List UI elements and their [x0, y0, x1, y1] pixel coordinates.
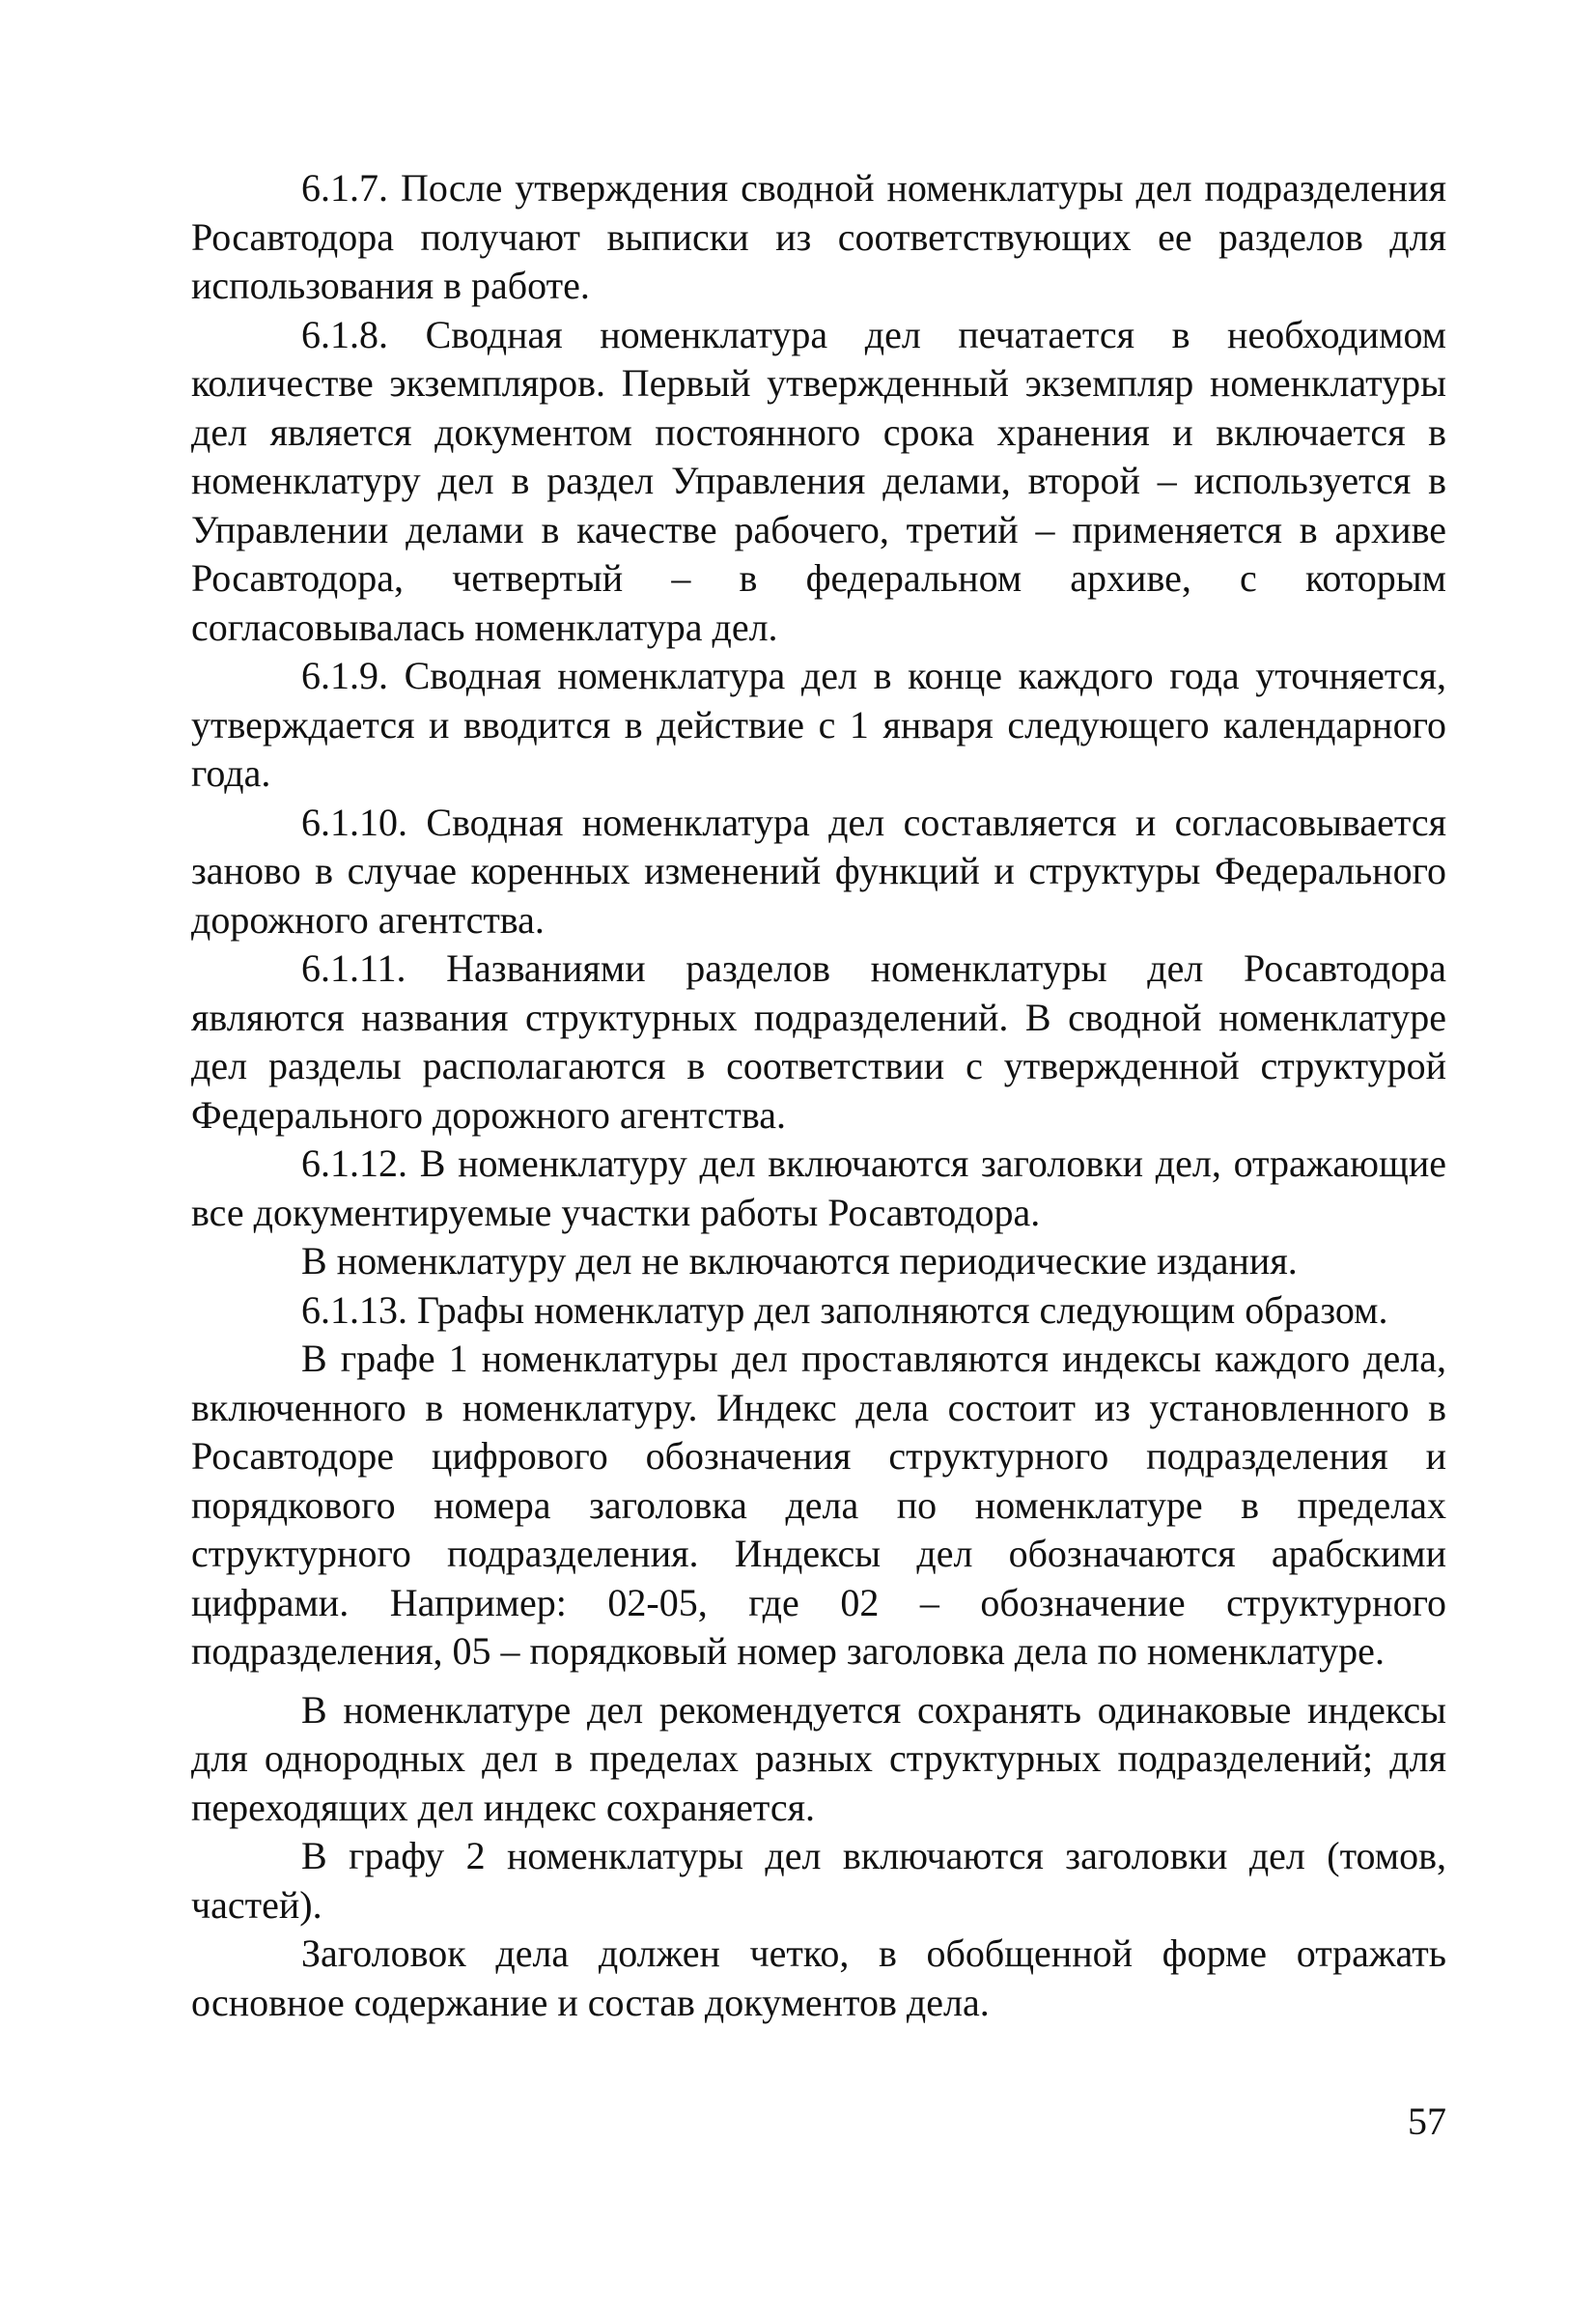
paragraph-6-1-9: 6.1.9. Сводная номенклатура дел в конце каждого года уточняется, утверждается и вводится в действие с 1 января следующего календарного года. — [191, 654, 1446, 795]
page-number: 57 — [1408, 2100, 1446, 2143]
paragraph-uniform-indexes: В номенклатуре дел рекомендуется сохранять одинаковые индексы для однородных дел в пределах разных структурных подразделений; для переходящих дел индекс сохраняется. — [191, 1687, 1446, 1829]
paragraph-column-2: В графу 2 номенклатуры дел включаются заголовки дел (томов, частей). — [191, 1834, 1446, 1927]
page-body — [191, 164, 1446, 2027]
paragraph-column-1: В графе 1 номенклатуры дел проставляются индексы каждого дела, включенного в номенклатуру. Индекс дела состоит из установленного в Росавтодоре цифрового обозначения структурного подразделения и порядкового номера заголовка дела по номенклатуре в пределах структурного подразделения. Индексы дел обозначаются арабскими цифрами. Например: 02-05, где 02 – обозначение структурного подразделения, 05 – порядковый номер заголовка дела по номенклатуре. — [191, 1337, 1446, 1673]
paragraph-6-1-12: 6.1.12. В номенклатуру дел включаются заголовки дел, отражающие все документируемые участки работы Росавтодора. — [191, 1141, 1446, 1234]
paragraph-6-1-10: 6.1.10. Сводная номенклатура дел составляется и согласовывается заново в случае коренных изменений функций и структуры Федерального дорожного агентства. — [191, 800, 1446, 942]
paragraph-6-1-8: 6.1.8. Сводная номенклатура дел печатается в необходимом количестве экземпляров. Первый утвержденный экземпляр номенклатуры дел является документом постоянного срока хранения и включается в номенклатуру дел в раздел Управления делами, второй – используется в Управлении делами в качестве рабочего, третий – применяется в архиве Росавтодора, четвертый – в федеральном архиве, с которым согласовывалась номенклатура дел. — [191, 312, 1446, 649]
paragraph-6-1-13: 6.1.13. Графы номенклатур дел заполняются следующим образом. — [301, 1287, 1388, 1332]
paragraph-case-title: Заголовок дела должен четко, в обобщенной форме отражать основное содержание и состав документов дела. — [191, 1931, 1446, 2024]
paragraph-6-1-11: 6.1.11. Названиями разделов номенклатуры дел Росавтодора являются названия структурных подразделений. В сводной номенклатуре дел разделы располагаются в соответствии с утвержденной структурой Федерального дорожного агентства. — [191, 946, 1446, 1137]
paragraph-6-1-7: 6.1.7. После утверждения сводной номенклатуры дел подразделения Росавтодора получают выписки из соответствующих ее разделов для использования в работе. — [191, 166, 1446, 307]
paragraph-periodicals: В номенклатуру дел не включаются периодические издания. — [301, 1239, 1298, 1282]
